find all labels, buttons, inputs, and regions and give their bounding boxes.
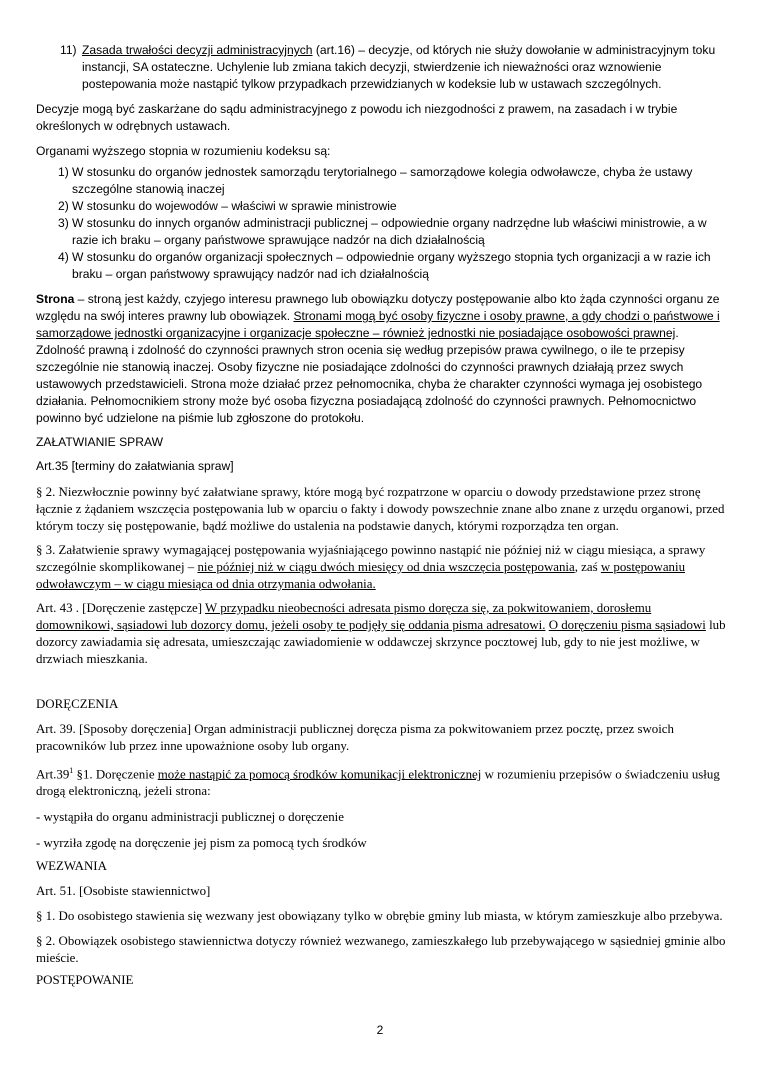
heading-wezwania: WEZWANIA (36, 859, 107, 874)
list-item-11 (36, 42, 728, 93)
art39-1-paragraph (36, 762, 728, 800)
list-item-number: 2) (58, 199, 69, 213)
list-item-number: 4) (58, 250, 69, 264)
underlined-text: nie później niż w ciągu dwóch miesięcy od dnia wszczęcia postępowania (197, 560, 575, 574)
art35-title: Art.35 [terminy do załatwiania spraw] (36, 459, 234, 473)
document-page (36, 42, 728, 989)
art51-title: Art. 51. [Osobiste stawiennictwo] (36, 884, 211, 899)
art35-paragraph-3 (36, 542, 728, 593)
text-segment: §1. Doręczenie (73, 767, 158, 782)
text-segment: w rozumieniu przepisów o świadczeniu usług drogą elektroniczną, jeżeli strona: (36, 767, 720, 799)
underlined-text: O doręczeniu pisma sąsiadowi (548, 618, 706, 632)
text-segment: , zaś (574, 560, 601, 574)
page-number: 2 (376, 1023, 384, 1037)
list-item-text: W stosunku do innych organów administracji publicznej – odpowiednie organy nadrzędne lub właściwi ministrowie, a w razie ich braku – organy państwowe sprawujące nadzór na dich działalnością (72, 216, 707, 247)
text-segment: § 3. Załatwienie sprawy wymagającej postępowania wyjaśniającego powinno nastąpić nie później niż w ciągu miesiąca, a sprawy szczególnie skomplikowanej – (36, 543, 706, 574)
list-item (36, 249, 728, 283)
list-item-text: W stosunku do organów organizacji społecznych – odpowiednie organy wyższego stopnia tych organizacji a w razie ich braku – organ państwowy sprawujący nadzór nad ich działalnością (72, 250, 711, 281)
higher-organs-list (36, 164, 728, 283)
underlined-text: W przypadku nieobecności adresata pismo doręcza się, za pokwitowaniem, dorosłemu domownikowi, sąsiadowi lub dozorcy domu, jeżeli osoby te podjęły się oddania pisma adresatowi. (36, 601, 652, 632)
underlined-text: w postępowaniu odwoławczym – w ciągu miesiąca od dnia otrzymania odwołania. (36, 560, 686, 591)
text-segment: lub dozorcy zawiadamia się adresata, umieszczając zawiadomienie w oddawczej skrzynce pocztowej lub, gdy to nie jest możliwe, w drzwiach mieszkania. (36, 618, 726, 666)
art39-bullet-2: - wyrziła zgodę na doręczenie jej pism za pomocą tych środków (36, 836, 367, 851)
list-item-text: W stosunku do organów jednostek samorządu terytorialnego – samorządowe kolegia odwoławcze, chyba że ustawy szczególne stanowią inaczej (72, 165, 693, 196)
heading-doreczenia: DORĘCZENIA (36, 697, 119, 711)
art51-paragraph-2: § 2. Obowiązek osobistego stawiennictwa dotyczy również wezwanego, zamieszkałego lub przebywającego w sąsiedniej gminie albo mieście. (36, 934, 726, 966)
superscript: 1 (69, 766, 74, 775)
art39-paragraph: Art. 39. [Sposoby doręczenia] Organ administracji publicznej doręcza pisma za pokwitowaniem przez pocztę, przez swoich pracowników lub przez inne upoważnione osoby lub organy. (36, 722, 674, 753)
list-item-text: W stosunku do wojewodów – właściwi w sprawie ministrowie (72, 199, 397, 213)
heading-zalatwianie-spraw: ZAŁATWIANIE SPRAW (36, 435, 163, 449)
list-item-number: 3) (58, 216, 69, 230)
art51-paragraph-1: § 1. Do osobistego stawienia się wezwany jest obowiązany tylko w obrębie gminy lub miasta, w którym zamieszkuje albo przebywa. (36, 909, 723, 924)
text-segment: . Zdolność prawną i zdolność do czynności prawnych stron ocenia się według przepisów prawa cywilnego, o ile te przepisy szczególnie nie stanowią inaczej. Osoby fizyczne nie posiadające zdolności do czynności prawnych działają przez swych ustawowych przedstawicieli. Strona może działać przez pełnomocnika, chyba że charakter czynności wymaga jej osobistego działania. Pełnomocnikiem strony może być osoba fizyczna posiadającą zdolność do czynności prawnych. Pełnomocnictwo powinno być udzielone na piśmie lub zgłoszone do protokołu. (36, 326, 703, 425)
list-item-number: 1) (58, 165, 69, 179)
paragraph-higher-organs: Organami wyższego stopnia w rozumieniu kodeksu są: (36, 144, 331, 158)
list-item-text: (art.16) – decyzje, od których nie służy dowołanie w administracyjnym toku instancji, SA ostateczne. Uchylenie lub zmiana takich decyzji, stwierdzenie ich nieważności oraz wznowienie postepowania może nastąpić tylkow przypadkach przewidzianych w kodeksie lub w ustawach szczególnych. (82, 43, 716, 91)
list-item-number: 11) (60, 43, 77, 57)
paragraph-party-definition (36, 291, 728, 427)
list-item (36, 198, 728, 215)
art43-paragraph (36, 600, 728, 668)
art35-paragraph-2: § 2. Niezwłocznie powinny być załatwiane sprawy, które mogą być rozpatrzone w oparciu o dowody przedstawione przez stronę łącznie z żądaniem wszczęcia postępowania lub w oparciu o fakty i dowody powszechnie znane albo znane z urzędu organowi, przed którym toczy się postępowanie, bądź możliwe do ustalenia na podstawie danych, którymi rozporządza ten organ. (36, 485, 725, 533)
text-segment: Art. 43 . [Doręczenie zastępcze] (36, 601, 206, 615)
principle-link-text: Zasada trwałości decyzji administracyjnych (82, 43, 313, 57)
underlined-text: Stronami mogą być osoby fizyczne i osoby prawne, a gdy chodzi o państwowe i samorządowe jednostki organizacyjne i organizacje społeczne – również jednostki nie posiadające osobowości prawnej (36, 309, 720, 340)
text-segment: – stroną jest każdy, czyjego interesu prawnego lub obowiązku dotyczy postępowanie albo kto żąda czynności organu ze względu na swój interes prawny lub obowiązek. (36, 292, 720, 323)
list-item (36, 164, 728, 198)
underlined-text: może nastąpić za pomocą środków komunikacji elektronicznej (157, 767, 482, 782)
heading-postepowanie: POSTĘPOWANIE (36, 973, 134, 988)
paragraph-court-appeal: Decyzje mogą być zaskarżane do sądu administracyjnego z powodu ich niezgodności z prawem, na zasadach i w trybie określonych w odrębnych ustawach. (36, 102, 678, 133)
term-strona: Strona (36, 292, 75, 306)
art39-bullet-1: - wystąpiła do organu administracji publicznej o doręczenie (36, 810, 344, 825)
text-segment: Art.39 (36, 767, 70, 782)
list-item (36, 215, 728, 249)
